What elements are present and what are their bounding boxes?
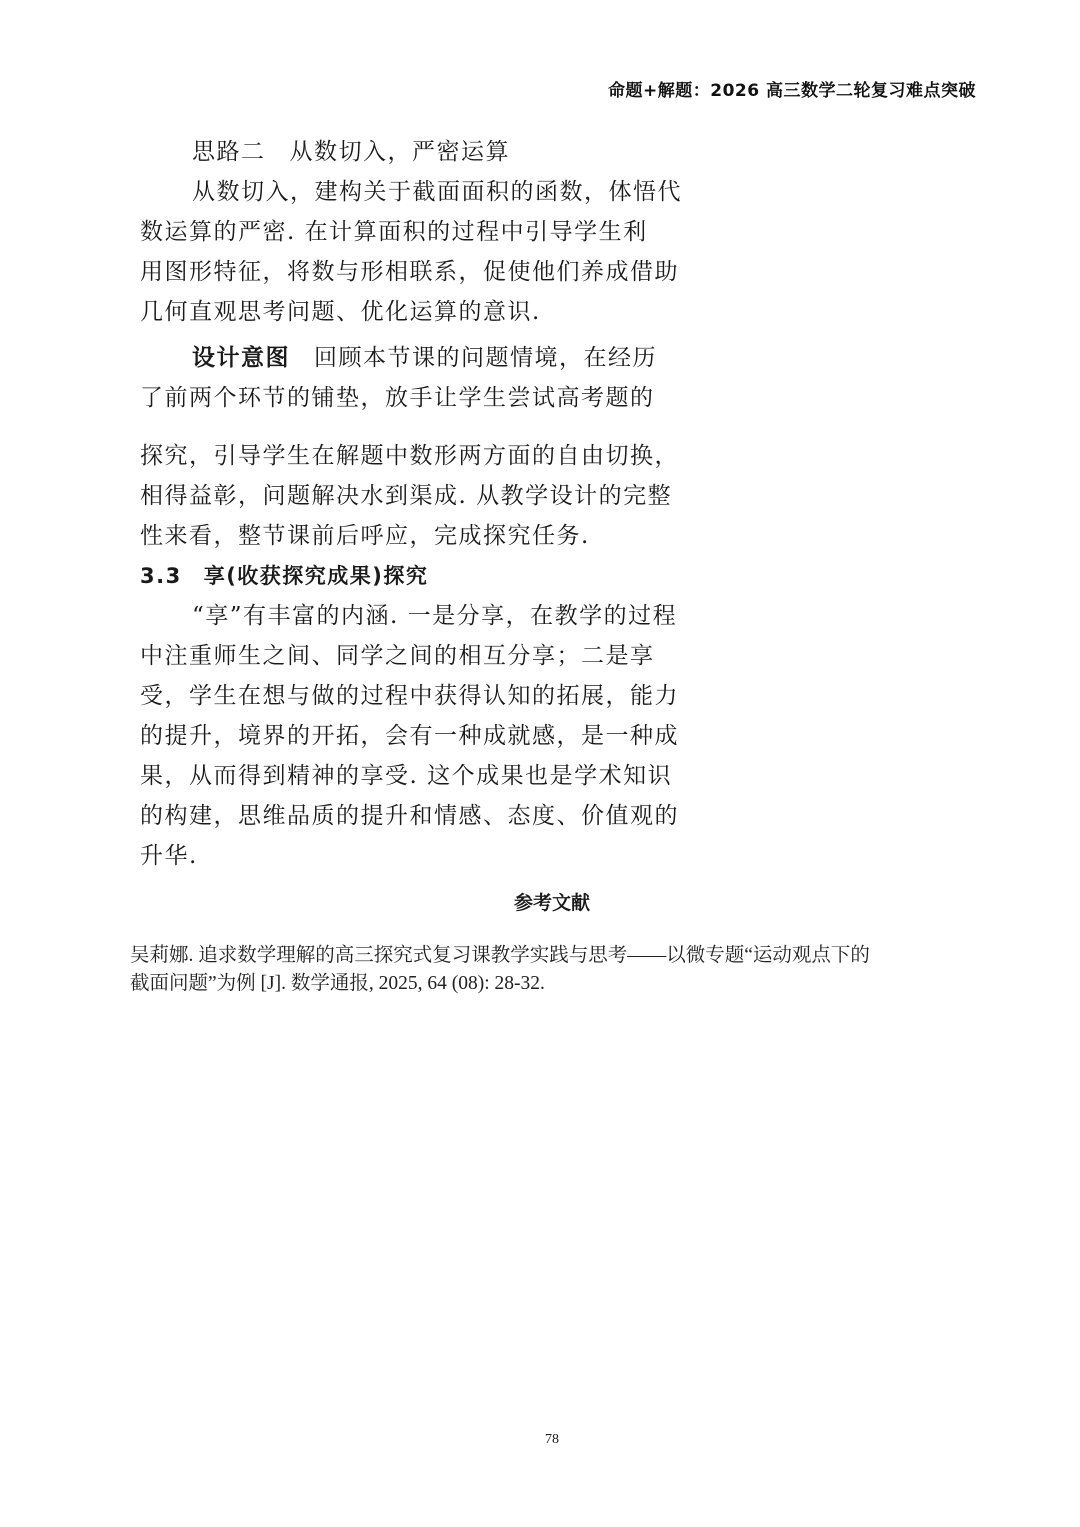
reference-line: 吴莉娜. 追求数学理解的高三探究式复习课教学实践与思考——以微专题“运动观点下的 <box>130 945 870 966</box>
paragraph-line: 几何直观思考问题、优化运算的意识. <box>140 299 541 325</box>
block-design-intent <box>140 338 690 418</box>
paragraph-line: 升华. <box>140 843 198 869</box>
paragraph-line: 数运算的严密. 在计算面积的过程中引导学生利 <box>140 219 648 245</box>
block-approach-two <box>140 132 690 332</box>
page-number: 78 <box>545 1432 559 1447</box>
section-heading <box>140 556 690 596</box>
design-intent-text: 回顾本节课的问题情境，在经历 <box>314 345 657 371</box>
paragraph-line: 用图形特征，将数与形相联系，促使他们养成借助 <box>140 259 679 285</box>
reference-line: 截面问题”为例 [J]. 数学通报, 2025, 64 (08): 28-32. <box>130 973 545 994</box>
paragraph-line: 果，从而得到精神的享受. 这个成果也是学术知识 <box>140 763 673 789</box>
paragraph-line: 中注重师生之间、同学之间的相互分享；二是享 <box>140 643 655 669</box>
approach-label: 思路二 <box>192 139 266 165</box>
block-continuation <box>140 436 690 556</box>
section-number: 3.3 <box>140 564 182 588</box>
approach-heading <box>140 132 690 172</box>
paragraph-line: 从数切入，建构关于截面面积的函数，体悟代 <box>192 179 682 205</box>
paragraph-line: 性来看，整节课前后呼应，完成探究任务. <box>140 523 590 549</box>
references-title: 参考文献 <box>513 892 590 914</box>
paragraph-line: 受，学生在想与做的过程中获得认知的拓展，能力 <box>140 683 679 709</box>
paragraph-line: 的提升，境界的开拓，会有一种成就感，是一种成 <box>140 723 679 749</box>
paragraph-line: 的构建，思维品质的提升和情感、态度、价值观的 <box>140 803 679 829</box>
section-title: 享(收获探究成果)探究 <box>203 564 429 588</box>
paragraph-line: 了前两个环节的铺垫，放手让学生尝试高考题的 <box>140 385 655 411</box>
paragraph-line: “享”有丰富的内涵. 一是分享，在教学的过程 <box>192 603 678 629</box>
running-header: 命题+解题：2026 高三数学二轮复习难点突破 <box>608 81 976 101</box>
paragraph-line: 探究，引导学生在解题中数形两方面的自由切换， <box>140 443 679 469</box>
design-intent-label: 设计意图 <box>192 345 290 371</box>
design-intent-first-line <box>140 338 690 378</box>
block-share <box>140 596 690 876</box>
paragraph-line: 相得益彰，问题解决水到渠成. 从教学设计的完整 <box>140 483 673 509</box>
approach-title: 从数切入，严密运算 <box>289 139 510 165</box>
reference-entry <box>130 942 980 998</box>
